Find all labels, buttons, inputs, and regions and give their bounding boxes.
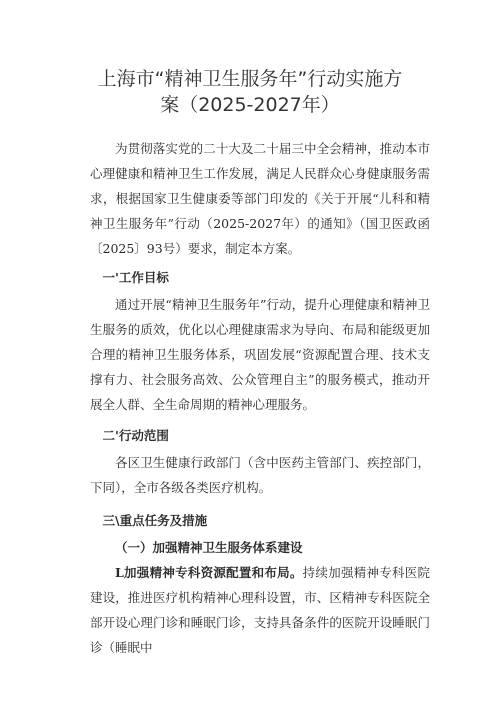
- subsection-heading-system: （一）加强精神卫生服务体系建设: [115, 540, 303, 555]
- document-body: [90, 136, 430, 660]
- intro-paragraph: 为贯彻落实党的二十大及二十届三中全会精神，推动本市心理健康和精神卫生工作发展，满足人民群众心身健康服务需求，根据国家卫生健康委等部门印发的《关于开展“儿科和精神卫生服务年”行动（2025-2027年）的通知》（国卫医政函〔2025〕93号）要求，制定本方案。: [90, 141, 430, 256]
- item-1-text: 持续加强精神专科医院建设，推进医疗机构精神心理科设置，市、区精神专科医院全部开设心理门诊和睡眠门诊，支持具备条件的医院开设睡眠门诊（睡眠中: [90, 565, 430, 655]
- document-title-line-2: 案（2025-2027年）: [160, 94, 340, 116]
- scope-paragraph: 各区卫生健康行政部门（含中医药主管部门、疾控部门，下同），全市各级各类医疗机构。: [90, 455, 430, 495]
- item-1-paragraph: [90, 560, 430, 660]
- section-heading-goals: 一'工作目标: [102, 270, 169, 285]
- item-1-lead: L加强精神专科资源配置和布局。: [115, 565, 303, 580]
- goals-paragraph: 通过开展“精神卫生服务年”行动，提升心理健康和精神卫生服务的质效，优化以心理健康需求为导向、布局和能级更加合理的精神卫生服务体系，巩固发展“资源配置合理、技术支撑有力、社会服务高效、公众管理自主”的服务模式，推动开展全人群、全生命周期的精神心理服务。: [90, 297, 430, 412]
- document-title-line-1: 上海市“精神卫生服务年”行动实施方: [97, 68, 403, 90]
- section-heading-scope: 二'行动范围: [102, 428, 169, 443]
- section-heading-tasks: 三\重点任务及措施: [102, 513, 208, 528]
